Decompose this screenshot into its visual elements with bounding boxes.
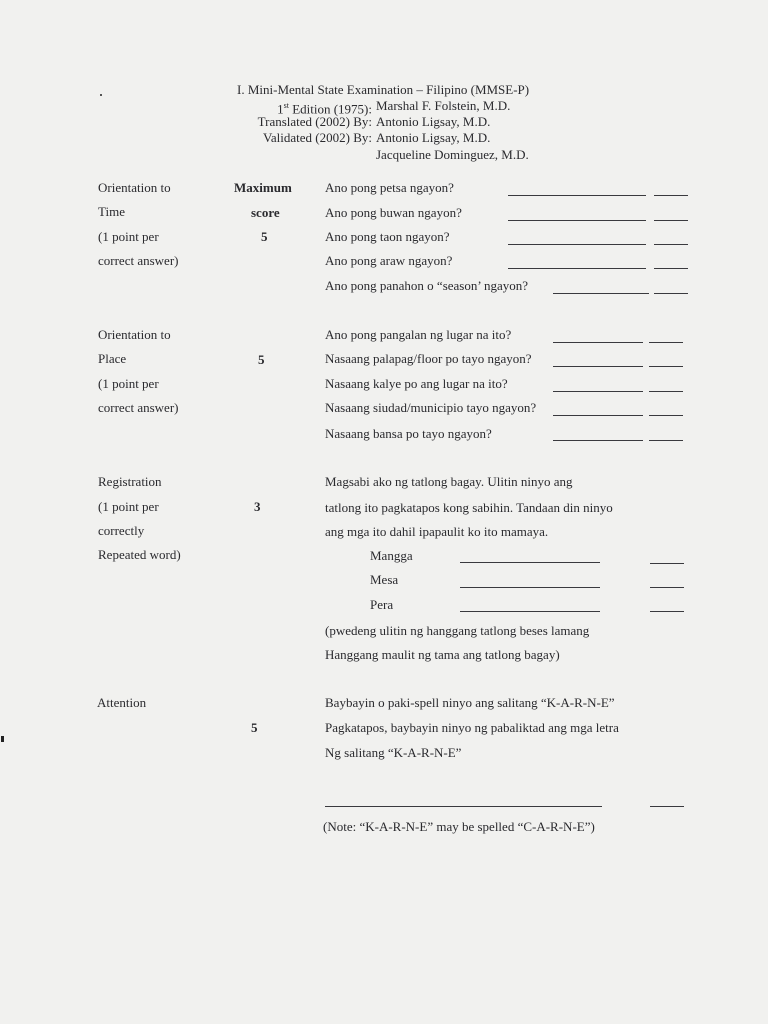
score-line[interactable]: [650, 806, 684, 807]
section-label-line: Time: [98, 204, 125, 219]
question-text: Ano pong panahon o “season’ ngayon?: [325, 278, 529, 293]
scan-speck: [1, 736, 4, 742]
validated-value-1: Antonio Ligsay, M.D.: [376, 130, 491, 145]
max-score-value: 5: [261, 229, 268, 244]
section-label-line: Attention: [97, 695, 147, 710]
section-label-line: Orientation to: [98, 180, 171, 195]
note-text: (pwedeng ulitin ng hanggang tatlong beses lamang: [325, 623, 590, 638]
instruction-text: Baybayin o paki-spell ninyo ang salitang “K-A-R-N-E”: [325, 695, 615, 710]
instruction-text: Magsabi ako ng tatlong bagay. Ulitin ninyo ang: [325, 474, 573, 489]
note-text: (Note: “K-A-R-N-E” may be spelled “C-A-R-N-E”): [323, 819, 595, 834]
score-line[interactable]: [650, 587, 684, 588]
max-score-value: 3: [254, 499, 261, 514]
instruction-text: ang mga ito dahil ipapaulit ko ito mamaya.: [325, 524, 549, 539]
validated-value-2: Jacqueline Dominguez, M.D.: [376, 147, 529, 162]
question-text: Ano pong araw ngayon?: [325, 253, 453, 268]
section-label-line: correctly: [98, 523, 145, 538]
edition-label: 1st Edition (1975):: [277, 101, 372, 117]
answer-line[interactable]: [325, 806, 602, 807]
section-label-line: Orientation to: [98, 327, 171, 342]
answer-line[interactable]: [460, 587, 600, 588]
answer-line[interactable]: [553, 391, 643, 392]
section-label-line: (1 point per: [98, 229, 159, 244]
section-label-line: Repeated word): [98, 547, 181, 562]
instruction-text: tatlong ito pagkatapos kong sabihin. Tandaan din ninyo: [325, 500, 613, 515]
section-label-line: Place: [98, 351, 127, 366]
answer-line[interactable]: [508, 268, 646, 269]
answer-line[interactable]: [460, 611, 600, 612]
translated-value: Antonio Ligsay, M.D.: [376, 114, 491, 129]
score-line[interactable]: [649, 342, 683, 343]
section-label-line: (1 point per: [98, 376, 159, 391]
score-line[interactable]: [649, 415, 683, 416]
section-label-line: (1 point per: [98, 499, 159, 514]
translated-label: Translated (2002) By:: [257, 114, 372, 129]
answer-line[interactable]: [553, 415, 643, 416]
question-text: Ano pong petsa ngayon?: [325, 180, 454, 195]
score-line[interactable]: [654, 220, 688, 221]
question-text: Nasaang kalye po ang lugar na ito?: [325, 376, 508, 391]
section-label-line: correct answer): [98, 253, 179, 268]
score-line[interactable]: [654, 268, 688, 269]
max-score-value: 5: [251, 720, 258, 735]
score-line[interactable]: [654, 244, 688, 245]
answer-line[interactable]: [553, 293, 649, 294]
answer-line[interactable]: [508, 244, 646, 245]
section-label-line: Registration: [98, 474, 162, 489]
scan-speck: [100, 94, 102, 96]
word-item: Mangga: [370, 548, 413, 563]
form-title: I. Mini-Mental State Examination – Filipino (MMSE-P): [237, 82, 530, 97]
note-text: Hanggang maulit ng tama ang tatlong bagay): [325, 647, 560, 662]
answer-line[interactable]: [553, 440, 643, 441]
word-item: Mesa: [370, 572, 399, 587]
edition-value: Marshal F. Folstein, M.D.: [376, 98, 511, 113]
answer-line[interactable]: [508, 195, 646, 196]
instruction-text: Pagkatapos, baybayin ninyo ng pabaliktad ang mga letra: [325, 720, 619, 735]
word-item: Pera: [370, 597, 394, 612]
answer-line[interactable]: [553, 366, 643, 367]
question-text: Nasaang palapag/floor po tayo ngayon?: [325, 351, 532, 366]
question-text: Ano pong buwan ngayon?: [325, 205, 462, 220]
score-line[interactable]: [649, 366, 683, 367]
answer-line[interactable]: [508, 220, 646, 221]
question-text: Nasaang siudad/municipio tayo ngayon?: [325, 400, 537, 415]
section-label-line: correct answer): [98, 400, 179, 415]
score-line[interactable]: [649, 440, 683, 441]
answer-line[interactable]: [460, 562, 600, 563]
question-text: Nasaang bansa po tayo ngayon?: [325, 426, 492, 441]
question-text: Ano pong pangalan ng lugar na ito?: [325, 327, 512, 342]
score-line[interactable]: [650, 563, 684, 564]
score-line[interactable]: [654, 195, 688, 196]
instruction-text: Ng salitang “K-A-R-N-E”: [325, 745, 462, 760]
score-line[interactable]: [649, 391, 683, 392]
validated-label: Validated (2002) By:: [262, 130, 372, 145]
answer-line[interactable]: [553, 342, 643, 343]
score-line[interactable]: [654, 293, 688, 294]
max-score-header: score: [251, 205, 280, 220]
max-score-value: 5: [258, 352, 265, 367]
max-score-header: Maximum: [234, 180, 292, 195]
score-line[interactable]: [650, 611, 684, 612]
question-text: Ano pong taon ngayon?: [325, 229, 450, 244]
